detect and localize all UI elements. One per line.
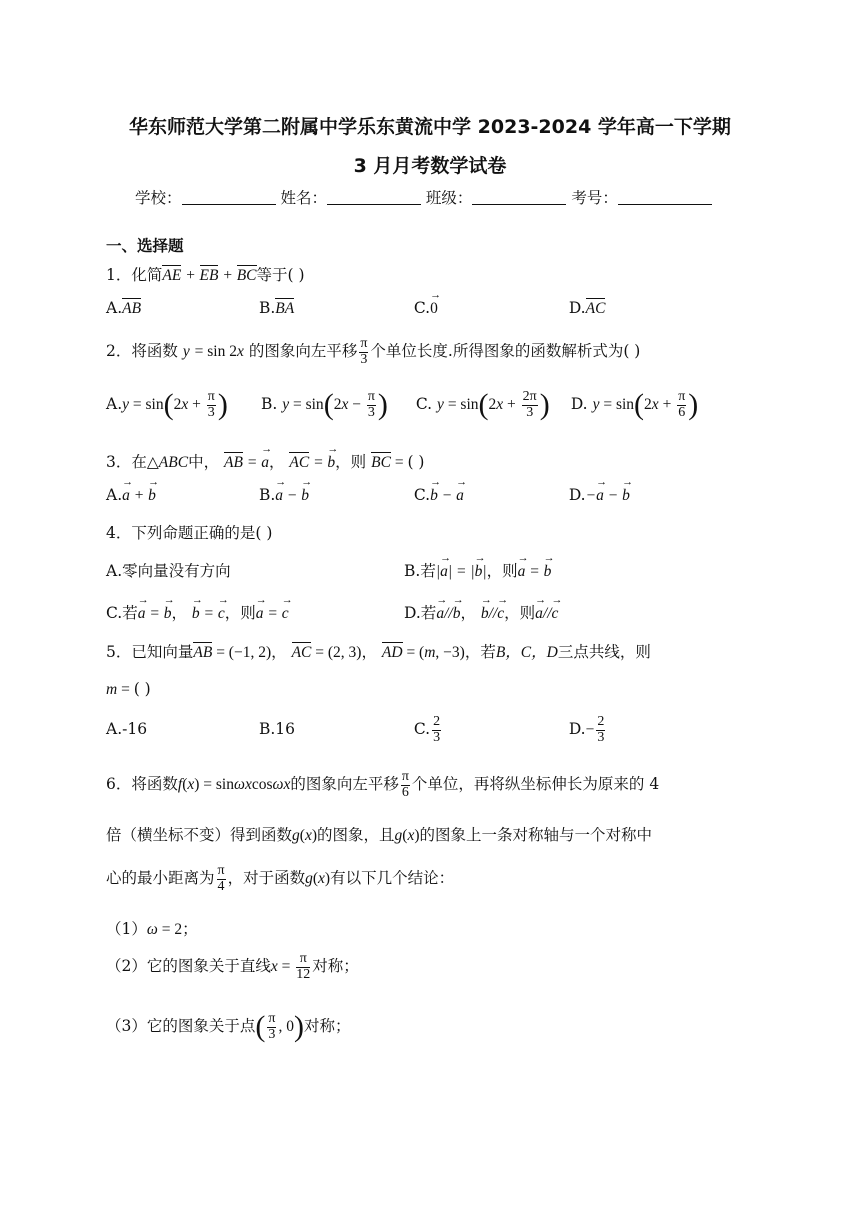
q5-options: A.-16 B.16 C. $\frac{2}{3}$ D.− $\frac{2}{3}$ [106, 714, 605, 745]
question-2-stem: 2．将函数 y = sin 2x 的图象向左平移 $\frac{\pi}{3}$ 个单位长度.所得图象的函数解析式为( ) [106, 336, 641, 367]
q5-points: B，C，D [495, 644, 558, 661]
q3-label: 3．在 [106, 453, 147, 471]
q6-conclusion-1: （1）ω = 2； [106, 920, 198, 938]
q3-tail: ( ) [407, 453, 425, 471]
q5-option-a: A.-16 [106, 720, 148, 739]
q1-expression: AE + EB + BC [162, 267, 257, 284]
q2-tail: 个单位长度.所得图象的函数解析式为( ) [370, 342, 641, 361]
q3-option-a-label: A. [106, 486, 123, 504]
name-blank[interactable] [327, 189, 421, 205]
class-label: 班级： [425, 189, 473, 207]
q3-zhong: 中， [188, 453, 220, 471]
question-1-stem [106, 263, 305, 285]
question-6-line-3: 心的最小距离为 $\frac{\pi}{4}$ ，对于函数g(x)有以下几个结论： [106, 863, 455, 894]
q6-conclusion-3: （3）它的图象关于点( $\frac{\pi}{3}$ , 0)对称； [106, 1010, 351, 1044]
question-3-stem: 3．在△ABC中， AB = → a， AC = → b，则 BC = ( ) [106, 450, 424, 472]
q5-option-c-label: C. [413, 720, 431, 739]
q3-option-b-label: B. [258, 486, 276, 504]
q5-line-2: m = ( ) [106, 680, 151, 698]
q2-option-d-label: D. [570, 395, 588, 414]
q5-label: 5．已知向量 [106, 643, 194, 661]
q4-option-a: A.零向量没有方向 [106, 562, 231, 580]
question-5-stem: 5．已知向量AB = (−1, 2)， AC = (2, 3)， AD = (m, −3)，若B，C，D三点共线，则 [106, 643, 651, 661]
number-blank[interactable] [618, 189, 712, 205]
q3-ze: ，则 [335, 453, 367, 471]
q2-label: 2．将函数 [106, 342, 178, 361]
q1-label: 1．化简 [106, 266, 163, 284]
q2-options: A.y = sin(2x + $\frac{\pi}{3}$ ) B. y = sin(2x − $\frac{\pi}{3}$ ) C. y = sin(2x + $\frac{2\pi}{3}$ ) D. y = sin(2x + $\frac{\pi}{6}$ ) [106, 388, 699, 422]
school-blank[interactable] [182, 189, 276, 205]
q1-options: A.AB B.BA C.→ 0 D.AC [106, 298, 605, 318]
q5-option-b: B.16 [258, 720, 295, 739]
question-4-stem: 4．下列命题正确的是( ) [106, 524, 273, 542]
q3-option-c-label: C. [413, 486, 431, 504]
q6-conclusion-2: （2）它的图象关于直线x = $\frac{\pi}{12}$ 对称； [106, 951, 359, 982]
q1-option-a-label: A. [106, 299, 123, 317]
number-label: 考号： [571, 189, 618, 207]
class-blank[interactable] [472, 189, 566, 205]
q1-option-b-label: B. [258, 299, 276, 317]
q3-comma: ， [268, 453, 285, 471]
q2-option-a-label: A. [106, 395, 123, 414]
q4-option-c: C.若→ a = → b， → b = → c，则→ a = → c [106, 601, 289, 623]
q1-option-d-label: D. [568, 299, 586, 317]
question-6-line-2: 倍（横坐标不变）得到函数g(x)的图象，且g(x)的图象上一条对称轴与一个对称中 [106, 826, 653, 844]
q2-option-b-label: B. [260, 395, 278, 414]
student-info-row [135, 186, 712, 208]
q2-option-c-label: C. [415, 395, 433, 414]
q3-options: A.→ a + → b B.→ a − → b C.→ b − → a D.−→ a − → b [106, 486, 630, 505]
q4-option-d: D.若→ a//→ b， → b//→ c，则→ a//→ c [404, 601, 558, 623]
q5-option-d-label: D. [568, 720, 586, 739]
q4-option-b: B.若|→ a| = |→ b|，则→ a = → b [404, 559, 551, 581]
name-label: 姓名： [280, 189, 327, 207]
section-heading: 一、选择题 [106, 237, 184, 255]
question-6-line-1: 6．将函数f(x) = sinωxcosωx的图象向左平移 $\frac{\pi}{6}$ 个单位，再将纵坐标伸长为原来的 4 [106, 769, 660, 800]
title-line-2: 3 月月考数学试卷 [353, 155, 507, 177]
q1-option-c-label: C. [413, 299, 431, 317]
title-line-1: 华东师范大学第二附属中学乐东黄流中学 2023-2024 学年高一下学期 [129, 116, 731, 138]
q1-tail: 等于( ) [256, 266, 305, 284]
q3-option-d-label: D. [568, 486, 586, 504]
school-label: 学校： [135, 189, 182, 207]
q2-mid: 的图象向左平移 [248, 342, 358, 361]
